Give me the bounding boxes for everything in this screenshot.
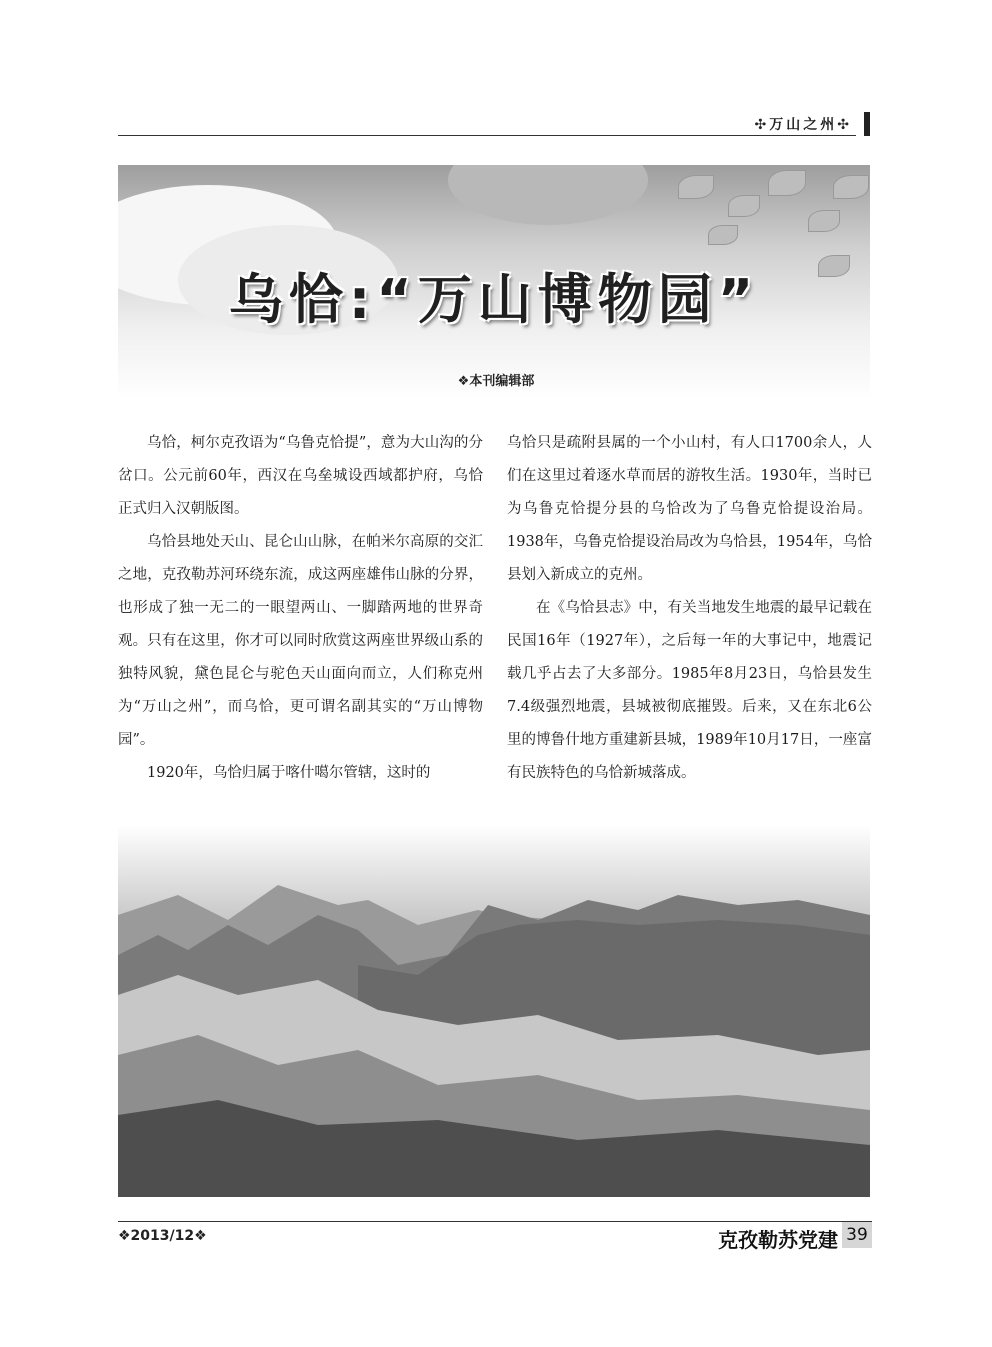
leaf-decoration <box>678 175 714 199</box>
article-title: 乌恰:“万山博物园” <box>228 268 760 331</box>
header-bar <box>864 112 870 136</box>
left-column <box>118 427 483 790</box>
hero-banner <box>118 165 870 400</box>
paragraph: 1920年，乌恰归属于喀什噶尔管辖，这时的 <box>147 765 431 781</box>
paragraph: 乌恰只是疏附县属的一个小山村，有人口1700余人，人们在这里过着逐水草而居的游牧生活。1930年，当时已为乌鲁克恰提分县的乌恰改为了乌鲁克恰提设治局。1938年，乌鲁克恰提设治局改为乌恰县，1954年，乌恰县划入新成立的克州。 <box>507 435 872 583</box>
paragraph: 乌恰县地处天山、昆仑山山脉，在帕米尔高原的交汇之地，克孜勒苏河环绕东流，成这两座雄伟山脉的分界，也形成了独一无二的一眼望两山、一脚踏两地的世界奇观。只有在这里，你才可以同时欣赏这两座世界级山系的独特风貌，黛色昆仑与驼色天山面向而立，人们称克州为“万山之州”，而乌恰，更可谓名副其实的“万山博物园”。 <box>118 534 483 748</box>
right-column <box>507 427 872 790</box>
running-header <box>118 112 870 136</box>
article-byline: ❖本刊编辑部 <box>457 374 535 389</box>
leaf-decoration <box>708 225 738 245</box>
paragraph: 在《乌恰县志》中，有关当地发生地震的最早记载在民国16年（1927年），之后每一年的大事记中，地震记载几乎占去了大多部分。1985年8月23日，乌恰县发生7.4级强烈地震，县城被彻底摧毁。后来，又在东北6公里的博鲁什地方重建新县城，1989年10月17日，一座富有民族特色的乌恰新城落成。 <box>507 600 872 781</box>
section-label: ✣万山之州✣ <box>754 117 852 133</box>
paragraph: 乌恰，柯尔克孜语为“乌鲁克恰提”，意为大山沟的分岔口。公元前60年，西汉在乌垒城设西域都护府，乌恰正式归入汉朝版图。 <box>118 435 483 517</box>
leaf-decoration <box>833 175 869 199</box>
leaf-decoration <box>808 210 840 232</box>
magazine-name: 克孜勒苏党建 <box>718 1228 838 1252</box>
leaf-decoration <box>768 170 806 196</box>
mountain-photo <box>118 825 870 1197</box>
leaf-decoration <box>728 195 760 217</box>
page-number: 39 <box>842 1222 872 1248</box>
mountain-illustration <box>118 825 870 1197</box>
cloud-decoration <box>448 165 648 225</box>
footer-rule <box>118 1221 872 1222</box>
issue-date: ❖2013/12❖ <box>118 1228 207 1244</box>
header-rule <box>118 135 856 136</box>
